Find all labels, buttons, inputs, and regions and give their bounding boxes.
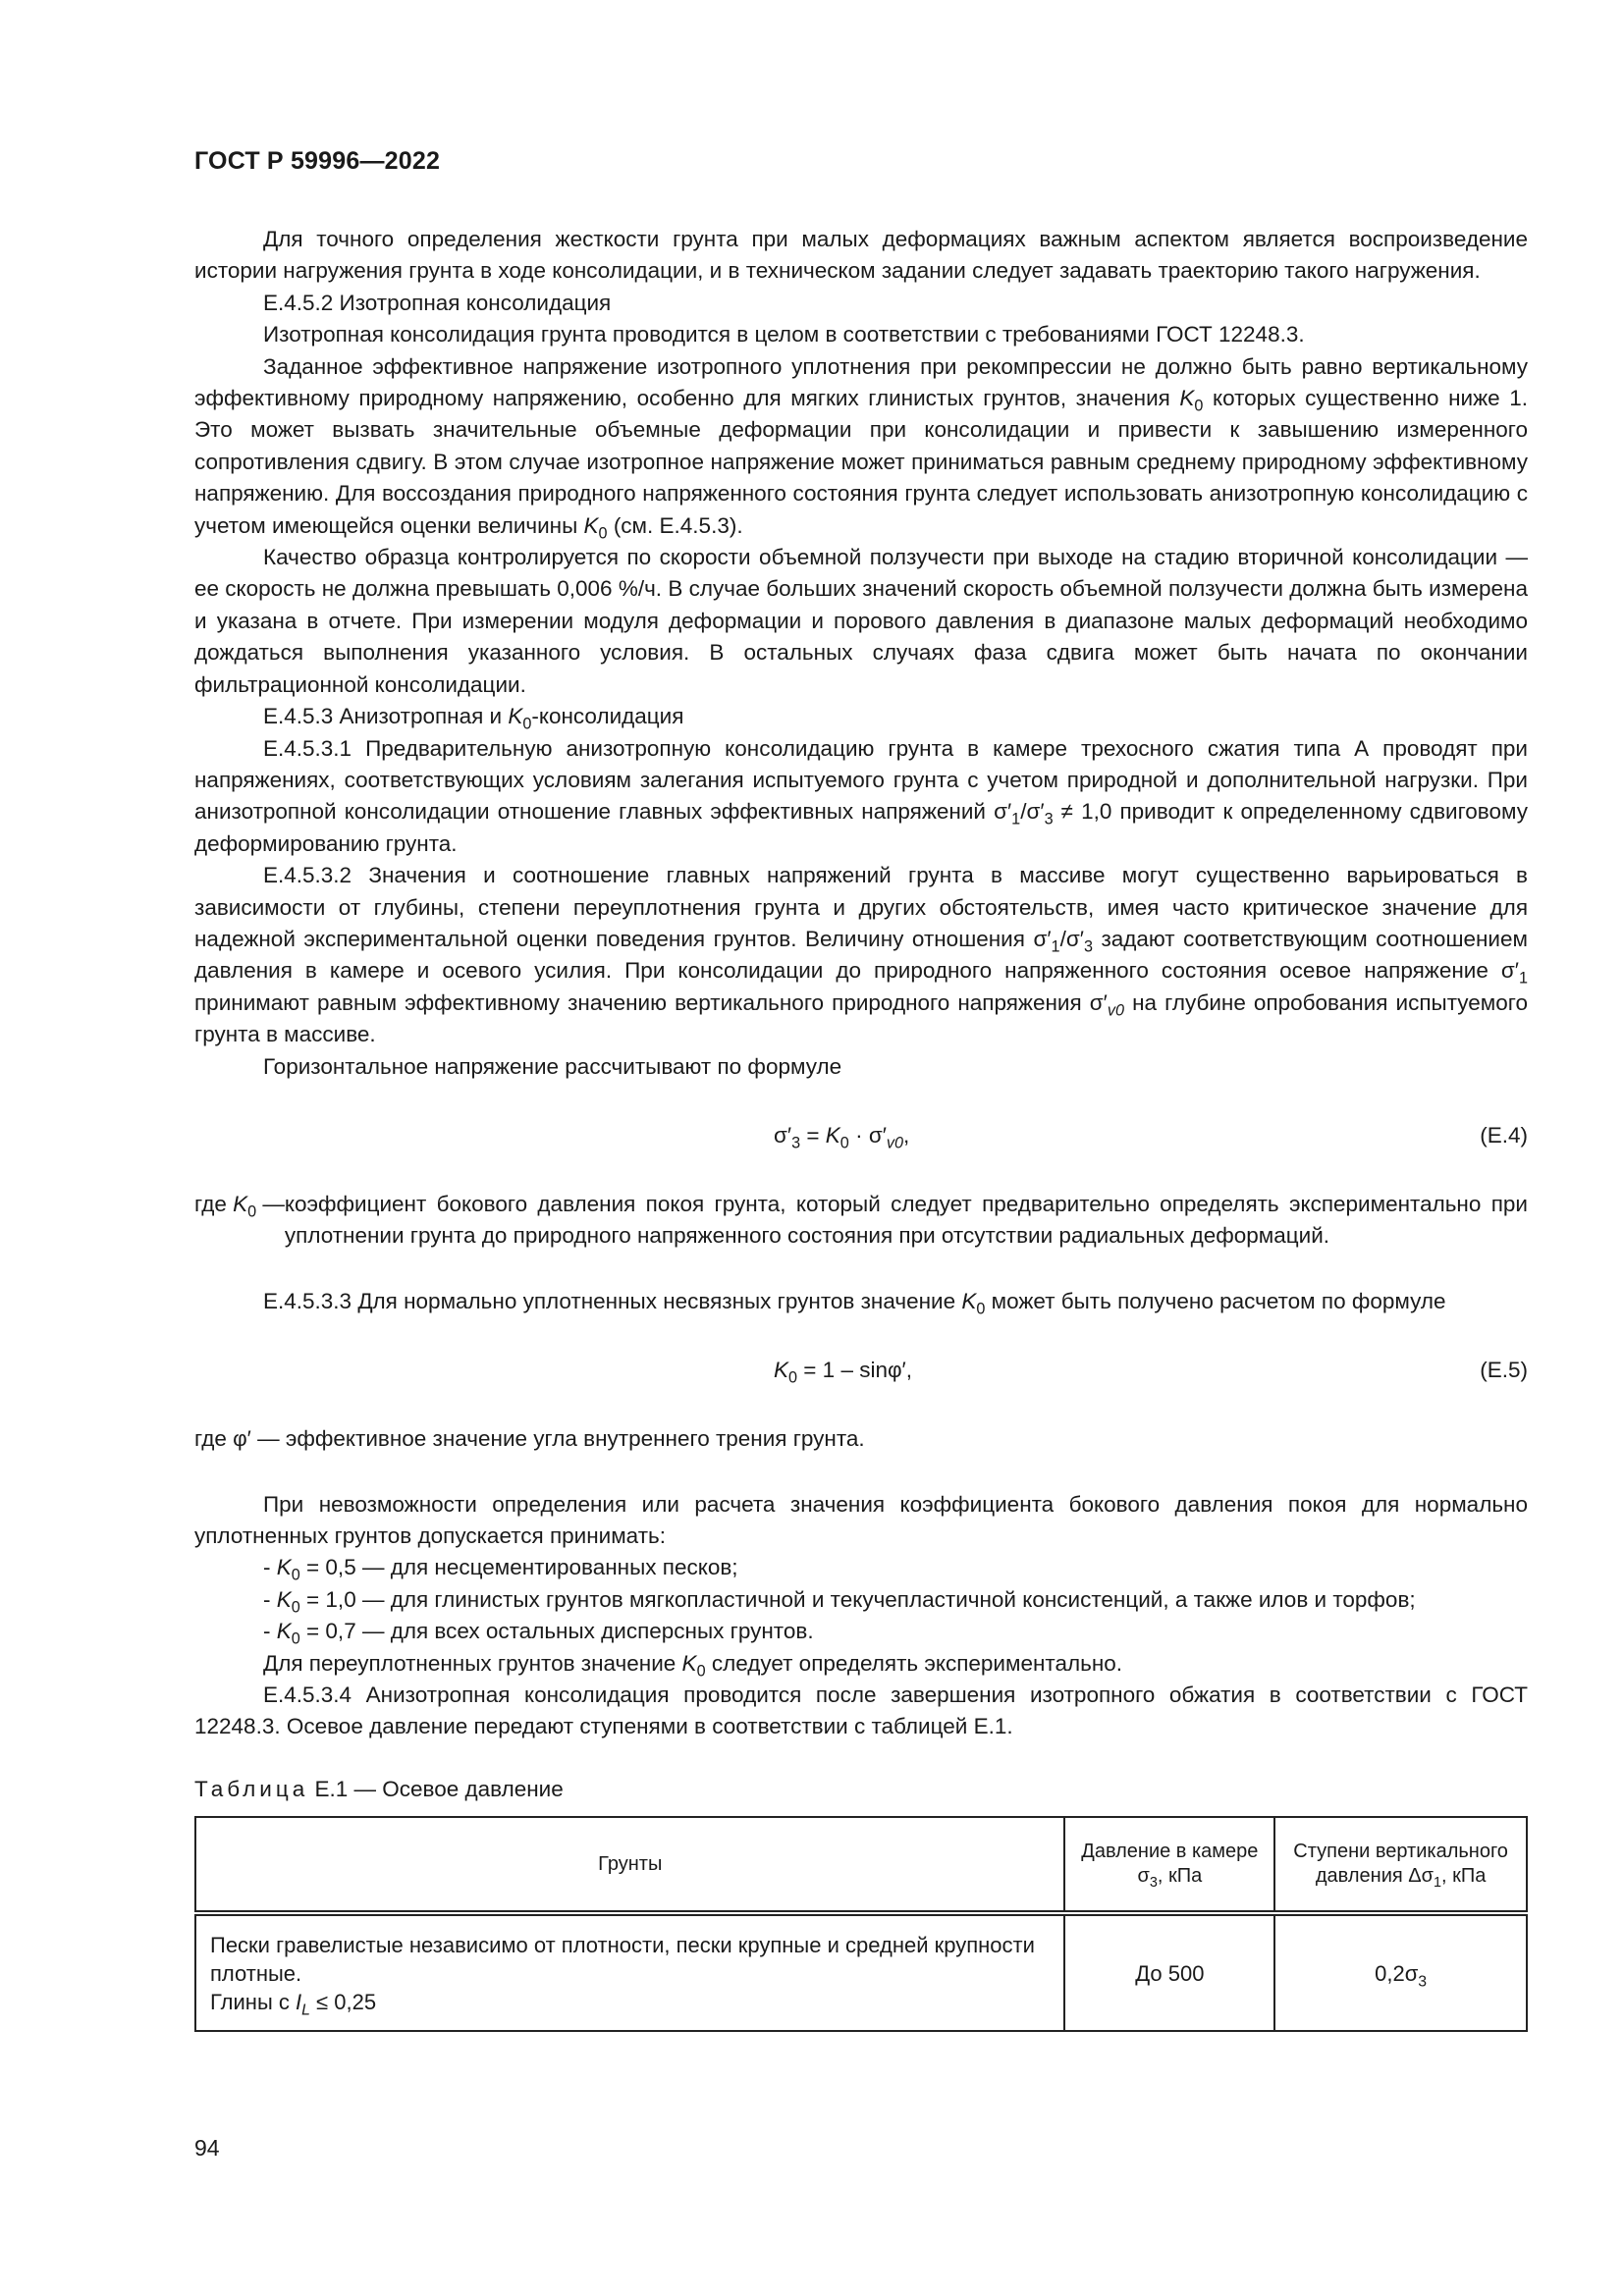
- table-cell: До 500: [1064, 1913, 1274, 2031]
- paragraph: Качество образца контролируется по скорости объемной ползучести при выходе на стадию вторичной консолидации — ее скорость не должна превышать 0,006 %/ч. В случае больших значений скорость объемной ползучести должна быть измерена и указана в отчете. При измерении модуля деформации и порового давления в диапазоне малых деформаций необходимо дождаться выполнения указанного условия. В остальных случаях фаза сдвига может быть начата по окончании фильтрационной консолидации.: [194, 545, 1528, 697]
- where-term: где $K_0$ —: [194, 1191, 285, 1221]
- list-item: - $K_0 = 1,0$ — для глинистых грунтов мягкопластичной и текучепластичной консистенций, а также илов и торфов;: [263, 1586, 1416, 1617]
- formula-e5: [194, 1355, 1528, 1386]
- table-header-cell: Давление в камере $\sigma_3$, кПа: [1064, 1817, 1274, 1913]
- table-header-cell: Грунты: [195, 1817, 1064, 1913]
- formula-e4-expression: $\sigma'_3 = K_0 \cdot \sigma'_{v0}$,: [774, 1122, 910, 1152]
- formula-e5-expression: $K_0 = 1 - \sin\varphi'$,: [774, 1358, 913, 1387]
- list-item: - $K_0 = 0,7$ — для всех остальных дисперсных грунтов.: [263, 1619, 814, 1648]
- list-item: - $K_0 = 0,5$ — для несцементированных песков;: [263, 1555, 738, 1585]
- table-title: Таблица Е.1 — Осевое давление: [194, 1777, 564, 1801]
- table-e1: [194, 1816, 1528, 2032]
- table-header-cell: Ступени вертикального давления $\Delta\sigma_1$, кПа: [1274, 1817, 1527, 1913]
- paragraph: Е.4.5.3.1 Предварительную анизотропную консолидацию грунта в камере трехосного сжатия типа А проводят при напряжениях, соответствующих условиям залегания испытуемого грунта с учетом природной и дополнительной нагрузки. При анизотропной консолидации отношение главных эффективных напряжений $\sigma'_1/\sigma'_3 \ne 1,0$ приводит к определенному сдвиговому деформированию грунта.: [194, 735, 1528, 856]
- paragraph: Для точного определения жесткости грунта при малых деформациях важным аспектом является воспроизведение истории нагружения грунта в ходе консолидации, и в техническом задании следует задавать траекторию такого нагружения.: [194, 227, 1528, 284]
- table-header-row: [195, 1817, 1527, 1913]
- page-number: 94: [194, 2135, 220, 2161]
- paragraph: Е.4.5.3.3 Для нормально уплотненных несвязных грунтов значение $K_0$ может быть получено расчетом по формуле: [263, 1288, 1446, 1318]
- running-header: ГОСТ Р 59996—2022: [194, 147, 441, 175]
- formula-e4: [194, 1120, 1528, 1151]
- paragraph: Горизонтальное напряжение рассчитывают по формуле: [263, 1053, 842, 1079]
- formula-e5-number: (Е.5): [1480, 1358, 1528, 1383]
- section-heading: Е.4.5.2 Изотропная консолидация: [263, 290, 612, 315]
- paragraph: Е.4.5.3.2 Значения и соотношение главных напряжений грунта в массиве могут существенно варьироваться в зависимости от глубины, степени переуплотнения грунта и других обстоятельств, имея часто критическое значение для надежной экспериментальной оценки поведения грунтов. Величину отношения $\sigma'_1/\sigma'_3$ задают соответствующим соотношением давления в камере и осевого усилия. При консолидации до природного напряженного состояния осевое напряжение $\sigma'_1$ принимают равным эффективному значению вертикального природного напряжения $\sigma'_{v0}$ на глубине опробования испытуемого грунта в массиве.: [194, 863, 1528, 1047]
- paragraph: Заданное эффективное напряжение изотропного уплотнения при рекомпрессии не должно быть равно вертикальному эффективному природному напряжению, особенно для мягких глинистых грунтов, значения $K_0$ которых существенно ниже 1. Это может вызвать значительные объемные деформации при консолидации и привести к завышению измеренного сопротивления сдвигу. В этом случае изотропное напряжение может приниматься равным среднему природному эффективному напряжению. Для воссоздания природного напряженного состояния грунта следует использовать анизотропную консолидацию с учетом имеющейся оценки величины $K_0$ (см. Е.4.5.3).: [194, 353, 1528, 543]
- formula-e4-number: (Е.4): [1480, 1122, 1528, 1148]
- table-cell: $0,2\sigma_3$: [1274, 1913, 1527, 2031]
- table-cell: Пески гравелистые независимо от плотности, пески крупные и средней крупности плотные. Глины с $I_L \le 0,25$: [195, 1913, 1064, 2031]
- paragraph: Для переуплотненных грунтов значение $K_0$ следует определять экспериментально.: [263, 1650, 1123, 1681]
- where-clause: где φ′ — эффективное значение угла внутреннего трения грунта.: [194, 1426, 865, 1452]
- section-heading: Е.4.5.3 Анизотропная и $K_0$-консолидация: [263, 704, 684, 733]
- table-row: [195, 1913, 1527, 2031]
- paragraph: При невозможности определения или расчета значения коэффициента бокового давления покоя для нормально уплотненных грунтов допускается принимать:: [194, 1491, 1528, 1548]
- paragraph: Изотропная консолидация грунта проводится в целом в соответствии с требованиями ГОСТ 12248.3.: [263, 322, 1305, 347]
- paragraph: Е.4.5.3.4 Анизотропная консолидация проводится после завершения изотропного обжатия в соответствии с ГОСТ 12248.3. Осевое давление передают ступенями в соответствии с таблицей Е.1.: [194, 1682, 1528, 1739]
- main-text: [194, 224, 1528, 1743]
- where-clause: [194, 1189, 1528, 1253]
- where-definition: коэффициент бокового давления покоя грунта, который следует предварительно определять экспериментально при уплотнении грунта до природного напряженного состояния при отсутствии радиальных деформаций.: [284, 1191, 1528, 1249]
